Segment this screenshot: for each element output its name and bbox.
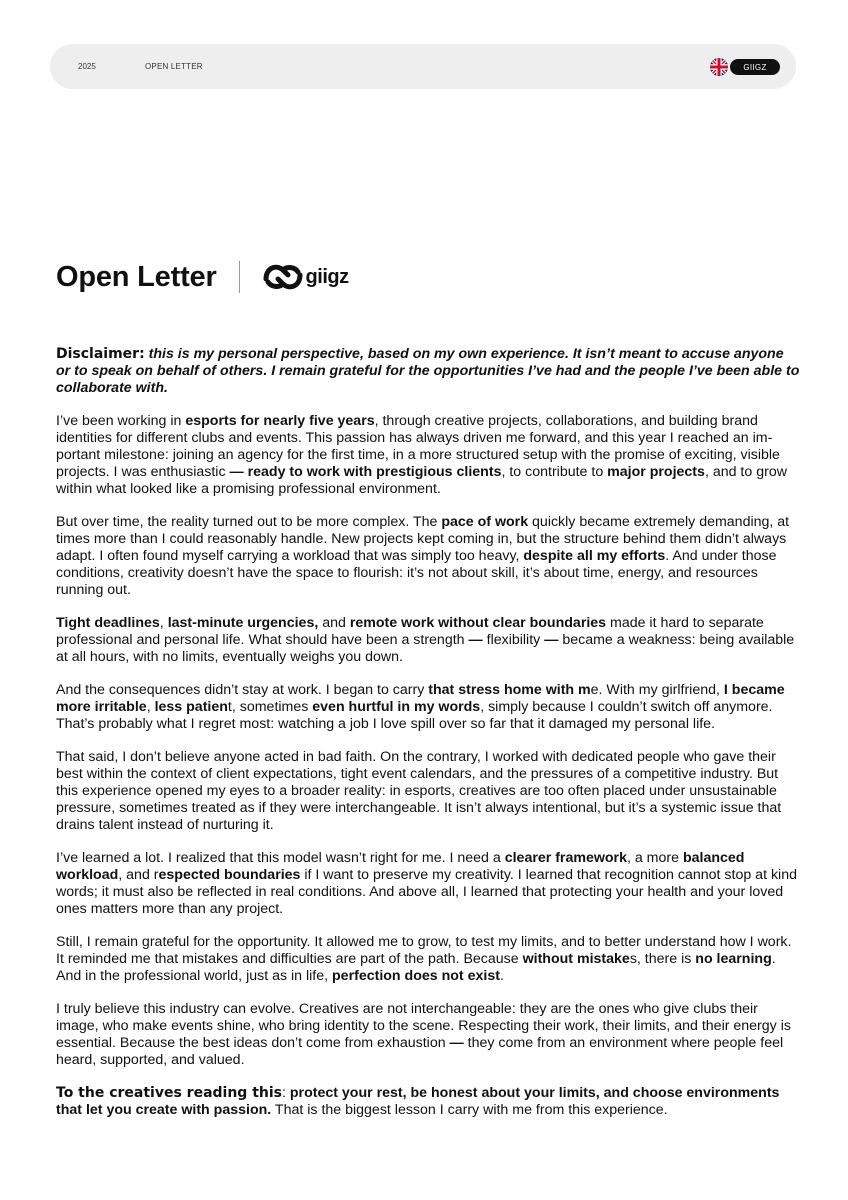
text-run: I truly believe this industry can evolve. Creatives are not interchangeable: they are the ones who give clubs their image, who make events shine, who bring identity to the scene. Respecting their work, their limits, and their energy is essential. Because the best ideas don’t come from exhaustion [56,1001,791,1051]
text-run: , a more [626,850,683,866]
text-run: , [159,615,168,631]
closing-paragraph [56,1085,800,1119]
bold-run: — [449,1035,464,1051]
text-run: . And under those conditions, creativity doesn’t have the space to flourish: it’s not about skill, it’s about time, energy, and resources running out. [56,548,777,598]
bold-run: despite all my efforts [523,548,666,564]
bold-run: less patien [154,699,228,715]
bold-run: pace of work [441,514,529,530]
text-run: . [499,968,504,984]
text-run: quickly became extremely demanding, at times more than I could reasonably handle. New projects kept coming in, but the structure behind them didn’t always adapt. I often found myself carrying a workload that was simply too heavy, [56,514,790,564]
bold-run: perfection does not exist [332,968,500,984]
bold-run: esports for nearly five years [185,413,375,429]
text-run: became a weakness: being available at all hours, with no limits, eventually weighs you down. [56,632,795,665]
giigz-logo-icon [262,261,304,293]
paragraph-1 [56,413,800,498]
bold-run: — [544,632,559,648]
bold-run: without mistake [522,951,630,967]
text-run: s, there is [629,951,696,967]
text-run: e. With my girlfriend, [590,682,724,698]
text-run: I’ve been working in [56,413,186,429]
paragraph-4 [56,682,800,733]
bold-run: no learning [695,951,772,967]
paragraph-5: That said, I don’t believe anyone acted in bad faith. On the contrary, I worked with dedicated people who gave their best within the context of client expectations, tight event calendars, and the pressures of a competitive industry. But this experience opened my eyes to a broader reality: in esports, creatives are too often placed under unsustainable pressure, sometimes treated as if they were interchangeable. It isn’t always intentional, but it’s a systemic issue that drains talent instead of nurturing it. [56,749,782,833]
text-run: , and r [118,867,159,883]
bold-run: espected boundaries [158,867,301,883]
text-run: , [146,699,155,715]
text-run: , simply because I couldn’t switch off anymore. That’s probably what I regret most: watching a job I love spill over so far that it damaged my personal life. [56,699,773,732]
text-run: made it hard to separate professional and personal life. What should have been a strength [56,615,764,648]
text-run: I’ve learned a lot. I realized that this model wasn’t right for me. I need a [56,850,505,866]
bold-run: remote work without clear boundaries [349,615,607,631]
uk-flag-icon[interactable] [710,58,728,76]
bold-run: last-minute urgencies, [167,615,319,631]
text-run: Still, I remain grateful for the opportunity. It allowed me to grow, to test my limits, and to better understand how I work. It reminded me that mistakes and difficulties are part of the path. Because [56,934,792,967]
year-label: 2025 [78,62,96,71]
paragraph-8 [56,1001,800,1069]
bold-run: balanced workload [56,850,745,883]
text-run: And the consequences didn’t stay at work. I began to carry [56,682,429,698]
uk-flag-graphic [710,58,728,76]
closing-lead: To the creatives reading this [56,1085,282,1101]
title-divider [239,261,240,293]
bold-run: major projects [607,464,705,480]
giigz-logo [262,261,349,293]
paragraph-3 [56,615,800,666]
letter-body [56,346,800,1135]
bold-run: even hurtful in my words [312,699,481,715]
disclaimer-text: this is my personal perspective, based on my own experience. It isn’t meant to accuse anyone or to speak on behalf of others. I remain grateful for the opportunities I’ve had and the people I’ve been able to collaborate with. [56,346,800,396]
text-run: if I want to preserve my creativity. I learned that recognition cannot stop at kind words; it must also be reflected in real conditions. And above all, I learned that protecting your health and your loved ones matters more than any project. [56,867,797,917]
bold-run: Tight deadlines [56,615,160,631]
paragraph-6 [56,850,800,918]
text-run: . And in the professional world, just as in life, [56,951,776,984]
paragraph-7 [56,934,800,985]
disclaimer-lead: Disclaimer: [56,346,145,362]
bold-run: protect your rest, be honest about your limits, and choose environments that let you create with passion. [56,1085,780,1118]
title-row [56,255,349,299]
logo-wordmark: giigz [305,265,349,288]
document-type-label: OPEN LETTER [145,62,203,71]
text-run: t, sometimes [227,699,313,715]
paragraph-2 [56,514,800,599]
text-run: But over time, the reality turned out to be more complex. The [56,514,442,530]
bold-run: I became more irritable [56,682,785,715]
text-run: : [282,1085,290,1101]
text-run: and [318,615,350,631]
top-bar [50,44,796,89]
page-title: Open Letter [56,260,217,293]
text-run: , and to grow within what looked like a promising professional environment. [56,464,787,497]
disclaimer-paragraph [56,346,800,397]
text-run: , to contribute to [501,464,608,480]
bold-run: — ready to work with prestigious clients [229,464,502,480]
text-run: , through creative projects, collaborations, and building brand identities for different clubs and events. This passion has always driven me forward, and this year I reached an important milestone: joining an agency for the first time, in a more structured setup with the promise of exciting, visible projects. I was enthusiastic [56,413,780,480]
bold-run: — [468,632,483,648]
text-run: That is the biggest lesson I carry with me from this experience. [271,1102,668,1118]
text-run: they come from an environment where people feel heard, supported, and valued. [56,1035,784,1068]
bold-run: that stress home with m [428,682,591,698]
bold-run: clearer framework [504,850,627,866]
text-run: flexibility [482,632,545,648]
brand-button[interactable]: GIIGZ [730,59,780,75]
